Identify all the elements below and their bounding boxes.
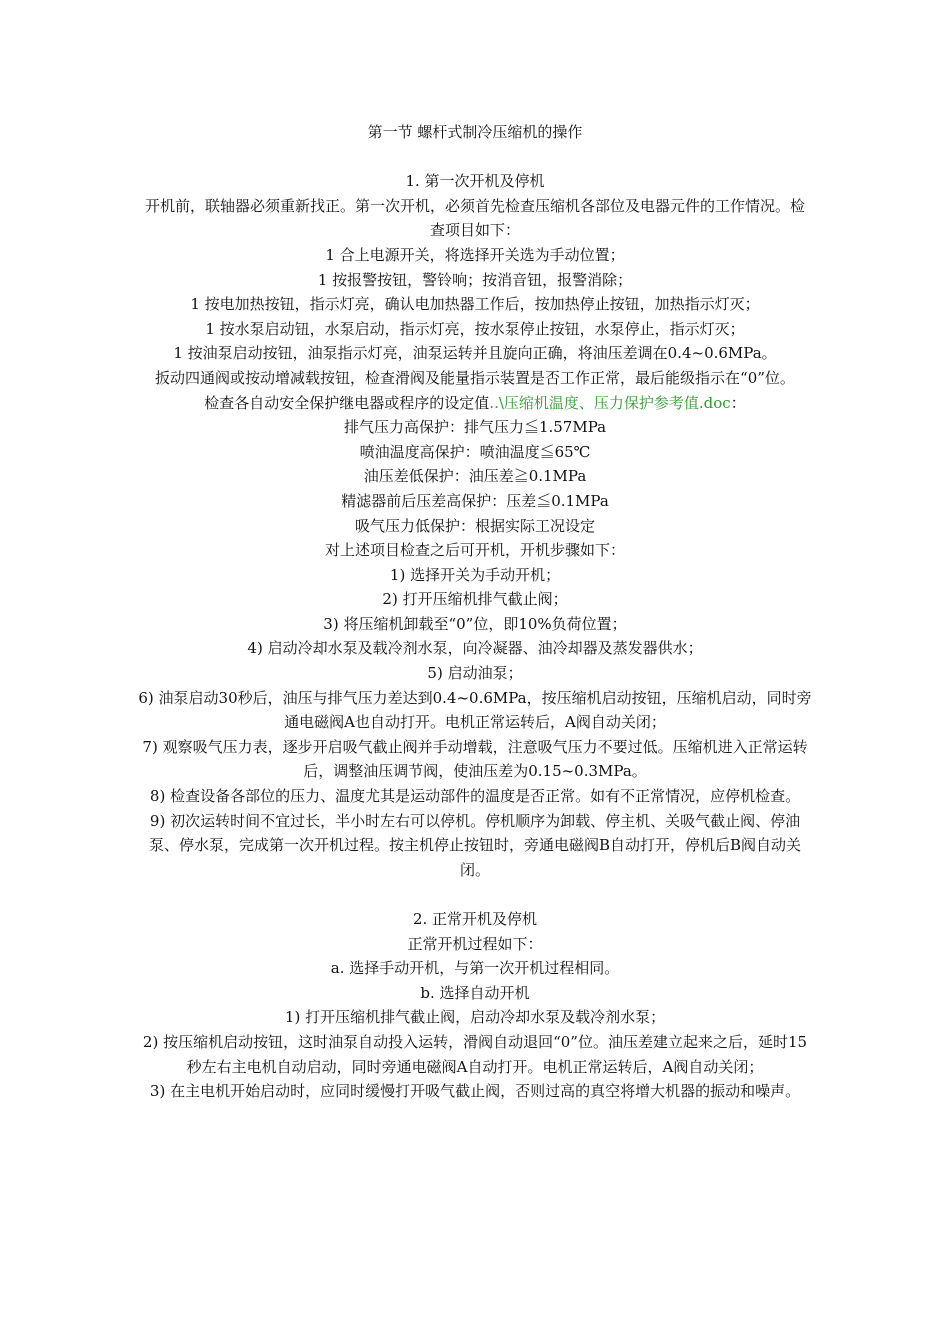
protection-item: 油压差低保护：油压差≧0.1MPa [363, 467, 587, 486]
startup-step: 8) 检查设备各部位的压力、温度尤其是运动部件的温度是否正常。如有不正常情况，应停机检查。 [149, 787, 801, 806]
check-item: 1 按报警按钮，警铃响；按消音钮，报警消除； [317, 270, 633, 289]
protection-item: 吸气压力低保护：根据实际工况设定 [354, 516, 595, 535]
auto-start-step: 1) 打开压缩机排气截止阀，启动冷却水泵及载冷剂水泵； [284, 1008, 666, 1027]
auto-start-step: 2) 按压缩机启动按钮，这时油泵自动投入运转，滑阀自动退回“0”位。油压差建立起来之后，延时15秒左右主电机自动启动，同时旁通电磁阀A自动打开。电机正常运转后，A阀自动关闭； [142, 1032, 808, 1076]
document-title: 第一节 螺杆式制冷压缩机的操作 [367, 123, 583, 141]
auto-start-step: 3) 在主电机开始启动时，应同时缓慢打开吸气截止阀，否则过高的真空将增大机器的振动和噪声。 [149, 1082, 801, 1101]
startup-step: 7) 观察吸气压力表，逐步开启吸气截止阀并手动增载，注意吸气压力不要过低。压缩机进入正常运转后，调整油压调节阀，使油压差为0.15~0.3MPa。 [142, 737, 808, 781]
check-item: 1 按电加热按钮，指示灯亮，确认电加热器工作后，按加热停止按钮，加热指示灯灭； [190, 295, 760, 314]
manual-start-option: a. 选择手动开机，与第一次开机过程相同。 [330, 959, 620, 978]
startup-step: 6) 油泵启动30秒后，油压与排气压力差达到0.4~0.6MPa，按压缩机启动按钮，压缩机启动，同时旁通电磁阀A也自动打开。电机正常运转后，A阀自动关闭； [138, 688, 812, 732]
section-2-heading: 2. 正常开机及停机 [412, 910, 538, 928]
startup-step: 3) 将压缩机卸载至“0”位，即10%负荷位置； [323, 614, 627, 633]
protection-item: 喷油温度高保护：喷油温度≦65℃ [359, 442, 591, 461]
protection-intro-text: 检查各自动安全保护继电器或程序的设定值 [204, 393, 490, 412]
section-1-heading: 1. 第一次开机及停机 [405, 172, 545, 191]
startup-step: 4) 启动冷却水泵及载冷剂水泵，向冷凝器、油冷却器及蒸发器供水； [247, 639, 703, 658]
document-body [138, 120, 812, 1104]
protection-intro [138, 391, 812, 416]
startup-step: 1) 选择开关为手动开机； [389, 565, 561, 584]
protection-item: 排气压力高保护：排气压力≦1.57MPa [343, 418, 607, 437]
protection-reference-link[interactable]: ..\压缩机温度、压力保护参考值.doc [489, 393, 731, 412]
startup-step: 5) 启动油泵； [427, 664, 523, 683]
startup-step: 9) 初次运转时间不宜过长，半小时左右可以停机。停机顺序为卸载、停主机、关吸气截止阀、停油泵、停水泵，完成第一次开机过程。按主机停止按钮时，旁通电磁阀B自动打开，停机后B阀自动关闭。 [148, 811, 802, 879]
auto-start-option: b. 选择自动开机 [420, 983, 530, 1002]
check-item: 1 按水泵启动钮，水泵启动，指示灯亮，按水泵停止按钮，水泵停止，指示灯灭； [205, 319, 745, 338]
section-2-intro: 正常开机过程如下： [407, 934, 543, 953]
protection-intro-suffix: ： [730, 393, 746, 412]
check-item: 1 按油泵启动按钮，油泵指示灯亮，油泵运转并且旋向正确，将油压差调在0.4~0.6MPa。 [173, 344, 777, 363]
section-spacer [138, 882, 812, 907]
startup-step: 2) 打开压缩机排气截止阀； [382, 590, 568, 609]
steps-intro: 对上述项目检查之后可开机，开机步骤如下： [324, 541, 625, 560]
check-item: 1 合上电源开关，将选择开关选为手动位置； [325, 245, 625, 264]
protection-item: 精滤器前后压差高保护：压差≦0.1MPa [341, 491, 609, 510]
section-1-intro: 开机前，联轴器必须重新找正。第一次开机，必须首先检查压缩机各部位及电器元件的工作情况。检查项目如下： [144, 196, 805, 240]
check-item: 扳动四通阀或按动增减载按钮，检查滑阀及能量指示装置是否工作正常，最后能级指示在“0”位。 [155, 368, 795, 387]
